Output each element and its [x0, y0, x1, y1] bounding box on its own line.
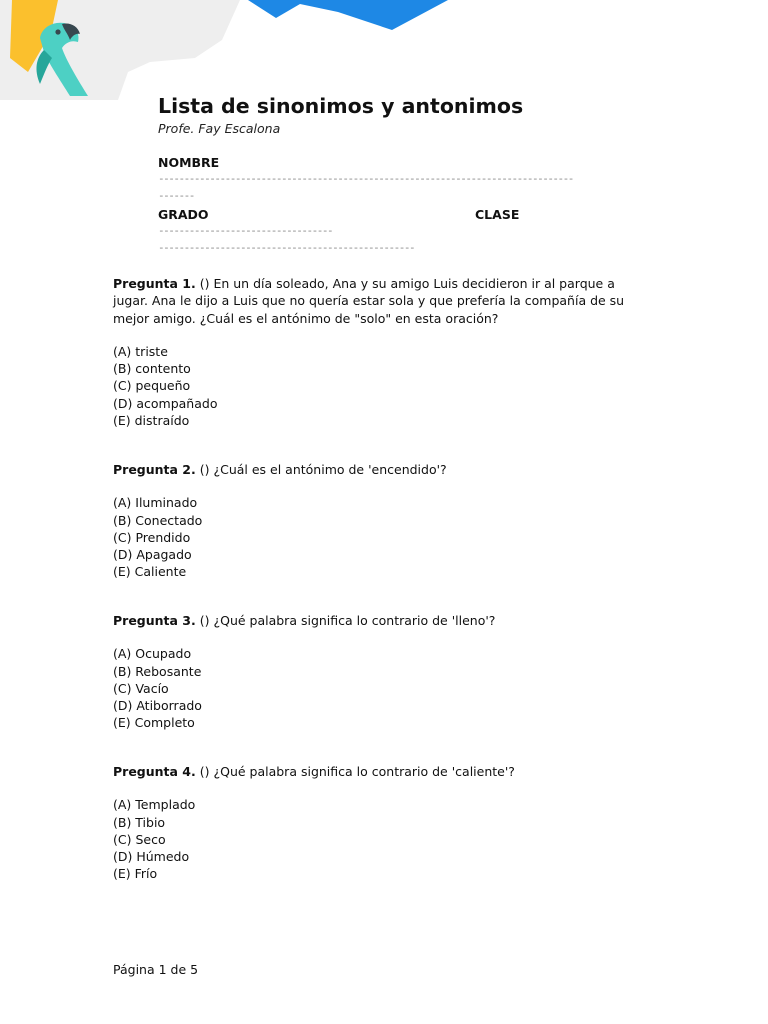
- answer-option[interactable]: (A) triste: [113, 343, 168, 359]
- answer-option[interactable]: (D) Atiborrado: [113, 698, 202, 714]
- grado-field-line[interactable]: ----------------------------------: [158, 224, 333, 237]
- question-text: [113, 275, 643, 327]
- answer-option[interactable]: (B) Tibio: [113, 814, 166, 830]
- question-label: Pregunta 3.: [113, 613, 196, 628]
- answer-option[interactable]: (D) Húmedo: [113, 849, 190, 865]
- nombre-field-line-continued: -------: [158, 189, 194, 202]
- question-body: () En un día soleado, Ana y su amigo Luis decidieron ir al parque a jugar. Ana le dijo a Luis que no quería estar sola y que prefería la compañía de su mejor amigo. ¿Cuál es el antónimo de "solo" en esta oración?: [113, 276, 625, 326]
- answer-options: [113, 343, 643, 429]
- question-1: [113, 275, 643, 429]
- answer-option[interactable]: (C) Seco: [113, 831, 166, 847]
- question-body: () ¿Qué palabra significa lo contrario de 'caliente'?: [195, 764, 515, 779]
- nombre-label: NOMBRE: [158, 155, 220, 170]
- page-number: Página 1 de 5: [113, 962, 199, 977]
- answer-option[interactable]: (B) Conectado: [113, 512, 203, 528]
- answer-option[interactable]: (C) Prendido: [113, 529, 191, 545]
- clase-label: CLASE: [475, 207, 520, 222]
- page-title: Lista de sinonimos y antonimos: [158, 94, 524, 118]
- question-label: Pregunta 4.: [113, 764, 196, 779]
- question-text: [113, 612, 643, 629]
- answer-options: [113, 645, 643, 731]
- answer-option[interactable]: (A) Templado: [113, 797, 196, 813]
- answer-option[interactable]: (B) contento: [113, 361, 191, 377]
- answer-option[interactable]: (E) Completo: [113, 715, 195, 731]
- question-body: () ¿Qué palabra significa lo contrario de 'lleno'?: [195, 613, 496, 628]
- answer-option[interactable]: (A) Iluminado: [113, 495, 198, 511]
- header-decoration: [0, 0, 768, 100]
- answer-option[interactable]: (A) Ocupado: [113, 646, 192, 662]
- answer-option[interactable]: (E) Caliente: [113, 564, 187, 580]
- question-body: () ¿Cuál es el antónimo de 'encendido'?: [195, 462, 447, 477]
- author-name: Profe. Fay Escalona: [158, 121, 281, 136]
- answer-option[interactable]: (D) Apagado: [113, 547, 192, 563]
- grado-label: GRADO: [158, 207, 209, 222]
- question-label: Pregunta 2.: [113, 462, 196, 477]
- question-4: [113, 763, 643, 883]
- answer-option[interactable]: (E) Frío: [113, 866, 158, 882]
- question-3: [113, 612, 643, 732]
- question-text: [113, 763, 643, 780]
- blue-shape: [248, 0, 448, 30]
- answer-option[interactable]: (C) Vacío: [113, 680, 169, 696]
- answer-option[interactable]: (C) pequeño: [113, 378, 191, 394]
- question-text: [113, 461, 643, 478]
- answer-options: [113, 494, 643, 580]
- clase-field-line[interactable]: --------------------------------------------------: [158, 241, 415, 254]
- answer-option[interactable]: (E) distraído: [113, 413, 190, 429]
- answer-option[interactable]: (D) acompañado: [113, 395, 218, 411]
- nombre-field-line[interactable]: ---------------------------------------------------------------------------------: [158, 172, 573, 185]
- answer-options: [113, 796, 643, 882]
- question-2: [113, 461, 643, 581]
- answer-option[interactable]: (B) Rebosante: [113, 663, 202, 679]
- question-label: Pregunta 1.: [113, 276, 196, 291]
